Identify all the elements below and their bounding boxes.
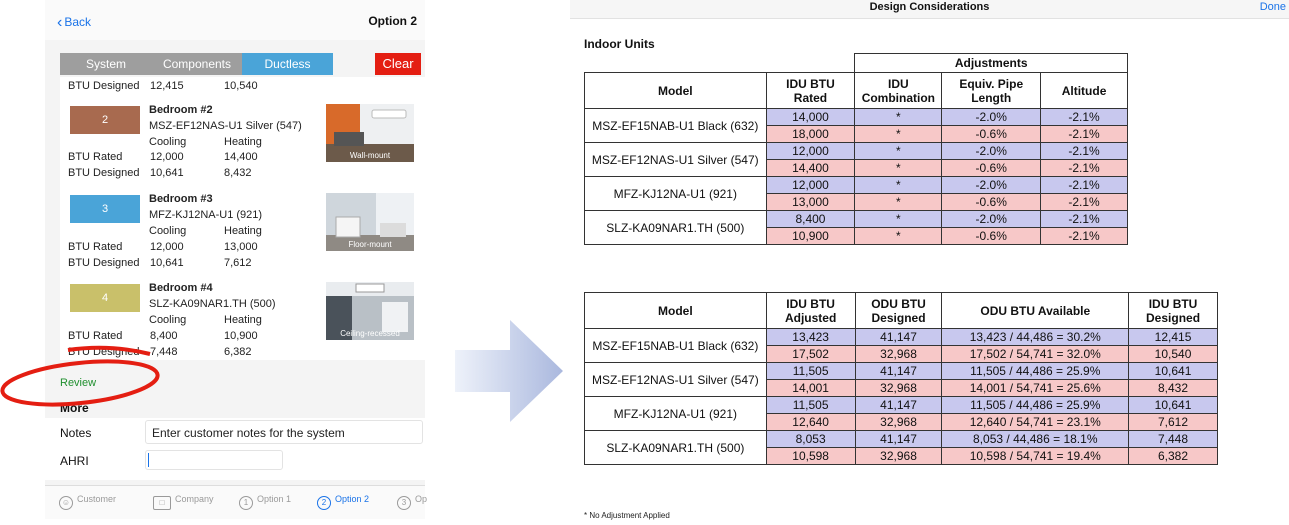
cooling-cell: -2.1%	[1041, 109, 1128, 126]
heating-cell: 18,000	[766, 126, 855, 143]
cooling-cell: 7,448	[1129, 431, 1218, 448]
cooling-cell: 13,423	[766, 329, 855, 346]
nav-bar	[570, 0, 1289, 19]
tab-option-2[interactable]	[317, 494, 369, 510]
room-name: Bedroom #3	[149, 193, 213, 205]
room-name: Bedroom #4	[149, 282, 213, 294]
heating-cell: -0.6%	[942, 194, 1041, 211]
btu-rated-label: BTU Rated	[68, 241, 123, 253]
cooling-cell: -2.1%	[1041, 211, 1128, 228]
person-icon: ☺	[59, 496, 73, 510]
tab-company[interactable]	[153, 494, 214, 510]
cooling-cell: 13,423 / 44,486 = 30.2%	[942, 329, 1129, 346]
btu-rated-cooling: 12,000	[150, 241, 184, 253]
notes-label: Notes	[60, 426, 92, 440]
heating-cell: -2.1%	[1041, 160, 1128, 177]
cooling-cell: -2.0%	[942, 211, 1041, 228]
tab-customer[interactable]	[59, 494, 116, 510]
cooling-header: Cooling	[149, 136, 187, 148]
btu-designed-cooling: 10,641	[150, 167, 184, 179]
table-row	[585, 177, 1128, 194]
heating-cell: 10,598	[766, 448, 855, 465]
heating-cell: 32,968	[855, 448, 942, 465]
btu-rated-label: BTU Rated	[68, 151, 123, 163]
cooling-cell: 11,505 / 44,486 = 25.9%	[942, 397, 1129, 414]
page-title: Design Considerations	[869, 1, 990, 13]
design-considerations-panel	[570, 0, 1289, 525]
table-body	[585, 109, 1128, 245]
heating-cell: 14,001 / 54,741 = 25.6%	[942, 380, 1129, 397]
empty-cell	[585, 54, 855, 73]
tab-option-3[interactable]	[397, 494, 427, 510]
wall-mount-image	[326, 104, 414, 162]
heating-cell: 14,001	[766, 380, 855, 397]
btu-designed-label: BTU Designed	[68, 80, 140, 92]
btu-designed-heating: 6,382	[224, 346, 252, 358]
btu-designed-cooling: 10,641	[150, 257, 184, 269]
cooling-cell: *	[855, 177, 942, 194]
capacity-table	[584, 292, 1218, 465]
model-cell: MSZ-EF15NAB-U1 Black (632)	[585, 109, 767, 143]
ahri-label: AHRI	[60, 454, 89, 468]
mobile-app-panel	[45, 0, 428, 518]
cooling-cell: -2.0%	[942, 143, 1041, 160]
cooling-cell: 41,147	[855, 329, 942, 346]
heating-cell: -0.6%	[942, 228, 1041, 245]
heating-cell: *	[855, 160, 942, 177]
circle-2-icon: 2	[317, 496, 331, 510]
column-header: Model	[585, 73, 767, 109]
cooling-cell: 11,505 / 44,486 = 25.9%	[942, 363, 1129, 380]
cooling-cell: 8,400	[766, 211, 855, 228]
heating-cell: 10,598 / 54,741 = 19.4%	[942, 448, 1129, 465]
column-header: ODU BTU Designed	[855, 293, 942, 329]
heating-cell: -2.1%	[1041, 228, 1128, 245]
heating-cell: -0.6%	[942, 126, 1041, 143]
footnote: * No Adjustment Applied	[584, 511, 670, 520]
room-list	[60, 77, 425, 360]
heating-cell: 10,540	[1129, 346, 1218, 363]
column-header: IDU BTU Designed	[1129, 293, 1218, 329]
tab-bar	[45, 485, 428, 519]
heating-cell: 17,502	[766, 346, 855, 363]
ceiling-recessed-image	[326, 282, 414, 340]
room-model: SLZ-KA09NAR1.TH (500)	[149, 298, 276, 310]
cooling-header: Cooling	[149, 314, 187, 326]
column-header: ODU BTU Available	[942, 293, 1129, 329]
room-name: Bedroom #2	[149, 104, 213, 116]
heating-cell: -0.6%	[942, 160, 1041, 177]
chevron-left-icon: ‹	[57, 14, 63, 31]
segment-ductless[interactable]: Ductless	[242, 53, 333, 75]
cooling-cell: *	[855, 211, 942, 228]
truck-icon: □	[153, 496, 171, 510]
model-cell: MFZ-KJ12NA-U1 (921)	[585, 177, 767, 211]
back-label: Back	[64, 15, 92, 29]
done-button[interactable]: Done	[1259, 1, 1286, 13]
heating-header: Heating	[224, 225, 262, 237]
review-link[interactable]: Review	[60, 377, 97, 389]
model-cell: SLZ-KA09NAR1.TH (500)	[585, 211, 767, 245]
heating-cell: 32,968	[855, 380, 942, 397]
segment-components[interactable]: Components	[152, 53, 242, 75]
ahri-input[interactable]	[145, 450, 283, 470]
heating-cell: 12,640 / 54,741 = 23.1%	[942, 414, 1129, 431]
model-cell: MFZ-KJ12NA-U1 (921)	[585, 397, 767, 431]
heating-cell: 13,000	[766, 194, 855, 211]
model-cell: MSZ-EF12NAS-U1 Silver (547)	[585, 143, 767, 177]
column-header: Model	[585, 293, 767, 329]
clear-button[interactable]: Clear	[375, 53, 421, 75]
btu-rated-cooling: 12,000	[150, 151, 184, 163]
section-title-more: More	[60, 401, 89, 415]
cooling-cell: 14,000	[766, 109, 855, 126]
segment-system[interactable]: System	[60, 53, 152, 75]
column-header: Altitude	[1041, 73, 1128, 109]
cooling-cell: -2.0%	[942, 177, 1041, 194]
mount-caption: Ceiling-recessed	[340, 329, 400, 338]
heating-cell: *	[855, 194, 942, 211]
heating-cell: -2.1%	[1041, 126, 1128, 143]
tab-label: Customer	[77, 494, 117, 504]
cooling-cell: 10,641	[1129, 363, 1218, 380]
btu-rated-cooling: 8,400	[150, 330, 178, 342]
table-body	[585, 329, 1218, 465]
nav-bar	[45, 0, 425, 40]
column-header: IDU BTU Rated	[766, 73, 855, 109]
section-title: Indoor Units	[584, 37, 655, 51]
heating-cell: 12,640	[766, 414, 855, 431]
heating-cell: 7,612	[1129, 414, 1218, 431]
column-header: IDU BTU Adjusted	[766, 293, 855, 329]
heating-cell: 8,432	[1129, 380, 1218, 397]
circle-1-icon: 1	[239, 496, 253, 510]
model-cell: SLZ-KA09NAR1.TH (500)	[585, 431, 767, 465]
tab-option-1[interactable]	[239, 494, 291, 510]
room-swatch: 4	[70, 284, 140, 312]
heating-cell: 10,900	[766, 228, 855, 245]
cooling-cell: 41,147	[855, 363, 942, 380]
circle-3-icon: 3	[397, 496, 411, 510]
heating-cell: 14,400	[766, 160, 855, 177]
cooling-cell: -2.1%	[1041, 177, 1128, 194]
cooling-cell: 8,053	[766, 431, 855, 448]
column-header: Equiv. Pipe Length	[942, 73, 1041, 109]
group-header: Adjustments	[855, 54, 1128, 73]
heating-cell: *	[855, 228, 942, 245]
table-row	[585, 143, 1128, 160]
table-row	[585, 329, 1218, 346]
tab-label: Op	[415, 494, 428, 504]
column-header: IDU Combination	[855, 73, 942, 109]
mount-caption: Wall-mount	[349, 151, 391, 160]
cooling-cell: 41,147	[855, 431, 942, 448]
cooling-cell: 8,053 / 44,486 = 18.1%	[942, 431, 1129, 448]
cooling-cell: *	[855, 109, 942, 126]
btu-rated-label: BTU Rated	[68, 330, 123, 342]
room-swatch: 2	[70, 106, 140, 134]
cooling-cell: 12,415	[1129, 329, 1218, 346]
table-row	[585, 397, 1218, 414]
cooling-header: Cooling	[149, 225, 187, 237]
model-cell: MSZ-EF15NAB-U1 Black (632)	[585, 329, 767, 363]
table-row	[585, 431, 1218, 448]
btu-designed-label: BTU Designed	[68, 257, 140, 269]
tab-label: Company	[175, 494, 214, 504]
cooling-cell: 12,000	[766, 177, 855, 194]
text-caret	[148, 453, 149, 467]
cooling-cell: -2.1%	[1041, 143, 1128, 160]
model-cell: MSZ-EF12NAS-U1 Silver (547)	[585, 363, 767, 397]
heating-cell: 6,382	[1129, 448, 1218, 465]
heating-cell: 32,968	[855, 414, 942, 431]
btu-designed-cooling: 12,415	[150, 80, 184, 92]
heating-cell: 17,502 / 54,741 = 32.0%	[942, 346, 1129, 363]
btu-designed-heating: 10,540	[224, 80, 258, 92]
mount-caption: Floor-mount	[348, 240, 392, 249]
heating-cell: -2.1%	[1041, 194, 1128, 211]
room-model: MFZ-KJ12NA-U1 (921)	[149, 209, 263, 221]
heating-header: Heating	[224, 314, 262, 326]
back-button[interactable]	[57, 14, 91, 32]
btu-designed-heating: 7,612	[224, 257, 252, 269]
cooling-cell: 41,147	[855, 397, 942, 414]
cooling-cell: 11,505	[766, 363, 855, 380]
cooling-cell: -2.0%	[942, 109, 1041, 126]
cooling-cell: 11,505	[766, 397, 855, 414]
cooling-cell: 12,000	[766, 143, 855, 160]
btu-rated-heating: 10,900	[224, 330, 258, 342]
cooling-cell: *	[855, 143, 942, 160]
tab-label: Option 2	[335, 494, 370, 504]
heating-header: Heating	[224, 136, 262, 148]
tab-label: Option 1	[257, 494, 292, 504]
table-row	[585, 109, 1128, 126]
btu-designed-cooling: 7,448	[150, 346, 178, 358]
floor-mount-image	[326, 193, 414, 251]
btu-rated-heating: 13,000	[224, 241, 258, 253]
btu-designed-heating: 8,432	[224, 167, 252, 179]
room-swatch: 3	[70, 195, 140, 223]
cooling-cell: 10,641	[1129, 397, 1218, 414]
heating-cell: *	[855, 126, 942, 143]
table-row	[585, 211, 1128, 228]
notes-input[interactable]: Enter customer notes for the system	[145, 420, 423, 444]
page-title: Option 2	[368, 14, 417, 28]
arrow-right-icon	[455, 316, 565, 426]
room-model: MSZ-EF12NAS-U1 Silver (547)	[149, 120, 302, 132]
btu-rated-heating: 14,400	[224, 151, 258, 163]
adjustments-table	[584, 53, 1128, 245]
btu-designed-label: BTU Designed	[68, 346, 140, 358]
heating-cell: 32,968	[855, 346, 942, 363]
more-form	[45, 418, 425, 480]
btu-designed-label: BTU Designed	[68, 167, 140, 179]
table-row	[585, 363, 1218, 380]
